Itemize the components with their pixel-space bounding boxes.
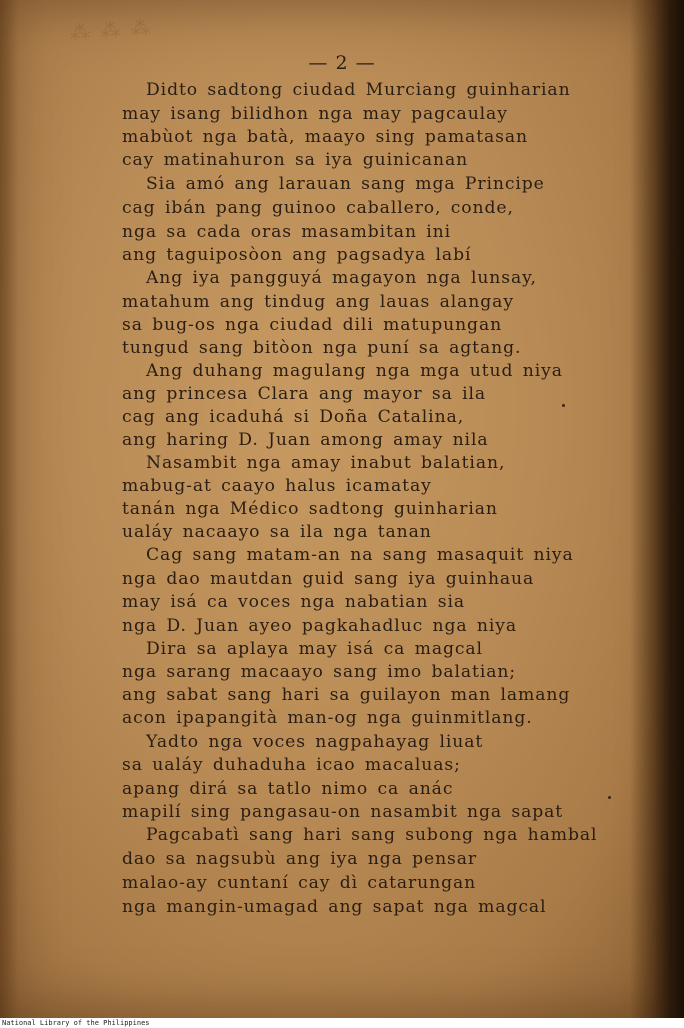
text-line: dao sa nagsubù ang iya nga pensar: [122, 849, 478, 869]
faded-stamp-mark: ⁂ ⁂ ⁂: [69, 15, 154, 45]
text-line: may isá ca voces nga nabatian sia: [122, 592, 466, 612]
text-line: Ang duhang magulang nga mga utud niya: [146, 361, 563, 381]
text-line: mabug-at caayo halus icamatay: [122, 476, 432, 496]
text-line: nga D. Juan ayeo pagkahadluc nga niya: [122, 616, 518, 636]
text-line: ang taguiposòon ang pagsadya labí: [122, 245, 472, 265]
text-line: cag ibán pang guinoo caballero, conde,: [122, 198, 514, 218]
text-line: ang princesa Clara ang mayor sa ila: [122, 384, 487, 404]
text-line: Pagcabatì sang hari sang subong nga hambal: [146, 825, 598, 845]
text-line: Cag sang matam-an na sang masaquit niya: [146, 545, 574, 565]
text-line: cay matinahuron sa iya guinicanan: [122, 150, 469, 170]
text-line: ang haring D. Juan among amay nila: [122, 430, 489, 450]
text-line: cag ang icaduhá si Doña Catalina,: [122, 407, 465, 427]
text-line: acon ipapangità man-og nga guinmitlang.: [122, 708, 533, 728]
text-line: Nasambit nga amay inabut balatian,: [146, 453, 506, 473]
page-number: — 2 —: [308, 52, 376, 74]
text-line: tanán nga Médico sadtong guinharian: [122, 499, 498, 519]
text-line: Ang iya pangguyá magayon nga lunsay,: [146, 268, 537, 288]
text-line: mapilí sing pangasau-on nasambit nga sapat: [122, 802, 564, 822]
text-line: sa bug-os nga ciudad dili matupungan: [122, 315, 503, 335]
text-line: Didto sadtong ciudad Murciang guinharian: [146, 80, 571, 100]
text-line: nga dao mautdan guid sang iya guinhaua: [122, 569, 535, 589]
text-line: ualáy nacaayo sa ila nga tanan: [122, 522, 432, 542]
text-line: mabùot nga batà, maayo sing pamatasan: [122, 127, 528, 147]
library-credit: National Library of the Philippines: [2, 1019, 150, 1027]
text-line: nga sa cada oras masambitan ini: [122, 222, 452, 242]
text-line: Yadto nga voces nagpahayag liuat: [146, 732, 484, 752]
text-line: Dira sa aplaya may isá ca magcal: [146, 639, 483, 659]
text-line: apang dirá sa tatlo nimo ca anác: [122, 779, 454, 799]
text-line: may isang bilidhon nga may pagcaulay: [122, 104, 508, 124]
text-line: nga mangin-umagad ang sapat nga magcal: [122, 897, 547, 917]
text-line: Sia amó ang larauan sang mga Principe: [146, 174, 545, 194]
text-line: malao-ay cuntaní cay dì catarungan: [122, 873, 477, 893]
text-line: tungud sang bitòon nga puní sa agtang.: [122, 338, 522, 358]
text-line: nga sarang macaayo sang imo balatian;: [122, 662, 517, 682]
text-line: ang sabat sang hari sa guilayon man lamang: [122, 685, 571, 705]
text-line: sa ualáy duhaduha icao macaluas;: [122, 755, 461, 775]
text-line: matahum ang tindug ang lauas alangay: [122, 292, 514, 312]
